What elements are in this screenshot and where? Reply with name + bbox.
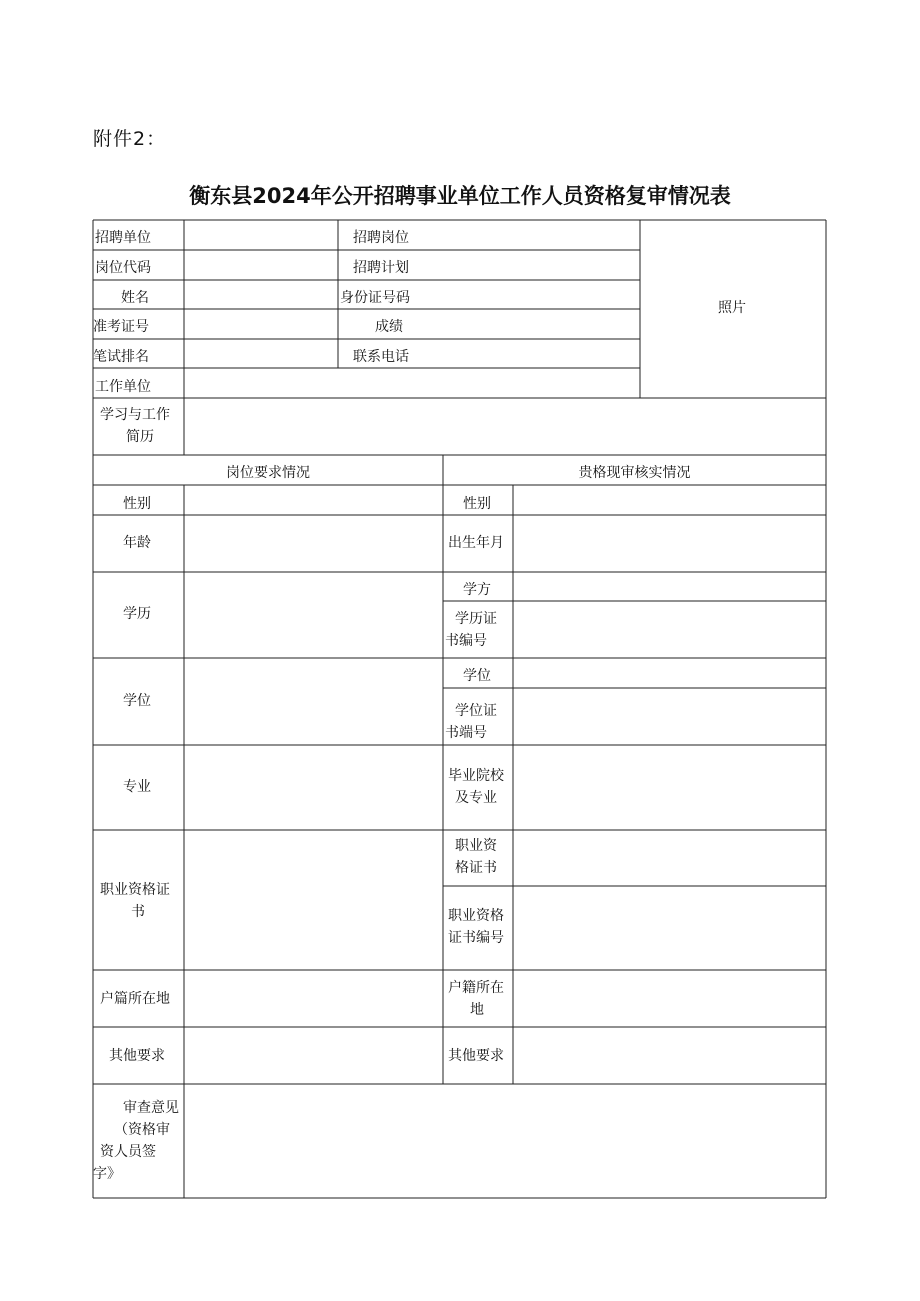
recruiting-post-field[interactable]: [440, 221, 639, 249]
label-ver-cert-no-line-2: 证书编号: [448, 930, 504, 946]
label-ver-degree-cert-line-1: 学位证: [455, 703, 497, 719]
label-req-cert-line-2: 书: [131, 904, 145, 920]
label-recruiting-post: 招聘岗位: [353, 230, 409, 246]
resume-field[interactable]: [185, 399, 825, 454]
ver-other-field[interactable]: [514, 1028, 825, 1083]
label-ver-cert-no-line-1: 职业资格: [448, 908, 504, 924]
id-number-field[interactable]: [440, 281, 639, 308]
review-opinion-field[interactable]: [185, 1085, 825, 1197]
label-workplace: 工作单位: [95, 379, 151, 395]
ver-birth-field[interactable]: [514, 516, 825, 571]
req-age-field[interactable]: [185, 516, 442, 571]
label-ver-edu-cert-line-2: 书编号: [445, 633, 487, 649]
label-review-line-1: 审查意见: [123, 1100, 179, 1116]
label-name: 姓名: [121, 290, 149, 306]
label-review-line-4: 字》: [93, 1166, 121, 1182]
label-review-line-2: （资格审: [114, 1122, 170, 1138]
label-ver-gender: 性别: [463, 496, 491, 512]
label-req-education: 学历: [123, 606, 151, 622]
label-req-other: 其他要求: [109, 1048, 165, 1064]
label-req-age: 年龄: [123, 535, 151, 551]
label-id-number: 身份证号码: [340, 290, 410, 306]
label-req-major: 专业: [123, 779, 151, 795]
req-other-field[interactable]: [185, 1028, 442, 1083]
label-ver-other: 其他要求: [448, 1048, 504, 1064]
label-ver-degree-cert-line-2: 书端号: [445, 725, 487, 741]
section-verification: 贵格现审核实情况: [578, 465, 691, 481]
label-recruiting-plan: 招聘计划: [353, 260, 409, 276]
exam-rank-field[interactable]: [185, 340, 337, 367]
ver-school-field[interactable]: [514, 746, 825, 829]
score-field[interactable]: [440, 310, 639, 338]
ver-household-field[interactable]: [514, 971, 825, 1026]
name-field[interactable]: [185, 281, 337, 308]
label-score: 成绩: [375, 319, 403, 335]
label-ver-edu-cert-line-1: 学历证: [455, 611, 497, 627]
req-cert-field[interactable]: [185, 831, 442, 969]
post-code-field[interactable]: [185, 251, 337, 279]
form-title: 衡东县2024年公开招聘事业单位工作人员资格复审情况表: [189, 184, 731, 208]
section-post-requirements: 岗位要求情况: [226, 465, 310, 481]
label-req-household: 户篇所在地: [100, 991, 170, 1007]
req-major-field[interactable]: [185, 746, 442, 829]
ver-degree-field[interactable]: [514, 659, 825, 687]
ver-degree-cert-field[interactable]: [514, 689, 825, 744]
label-ticket-number: 准考证号: [93, 319, 149, 335]
label-recruiting-unit: 招聘单位: [95, 230, 151, 246]
label-ver-birth: 出生年月: [448, 535, 504, 551]
ver-cert-field[interactable]: [514, 831, 825, 885]
attachment-label: 附件2：: [93, 128, 167, 150]
req-gender-field[interactable]: [185, 486, 442, 514]
label-req-gender: 性别: [123, 496, 151, 512]
label-phone: 联系电话: [353, 349, 409, 365]
label-ver-school-line-2: 及专业: [455, 790, 497, 806]
req-education-field[interactable]: [185, 573, 442, 657]
recruiting-unit-field[interactable]: [185, 221, 337, 249]
label-req-degree: 学位: [123, 693, 151, 709]
label-review-line-3: 资人员签: [100, 1144, 156, 1160]
label-ver-degree: 学位: [463, 668, 491, 684]
ver-cert-no-field[interactable]: [514, 887, 825, 969]
recruiting-plan-field[interactable]: [440, 251, 639, 279]
label-post-code: 岗位代码: [95, 260, 151, 276]
label-ver-household-line-1: 户籍所在: [448, 980, 504, 996]
ver-gender-field[interactable]: [514, 486, 825, 514]
req-degree-field[interactable]: [185, 659, 442, 744]
label-ver-household-line-2: 地: [470, 1002, 484, 1018]
req-household-field[interactable]: [185, 971, 442, 1026]
label-ver-school-line-1: 毕业院校: [448, 768, 504, 784]
label-exam-rank: 笔试排名: [93, 349, 149, 365]
workplace-field[interactable]: [185, 369, 639, 397]
label-ver-cert-line-2: 格证书: [455, 860, 497, 876]
label-ver-cert-line-1: 职业资: [455, 838, 497, 854]
label-photo: 照片: [718, 300, 746, 316]
phone-field[interactable]: [440, 340, 639, 367]
label-req-cert-line-1: 职业资格证: [100, 882, 170, 898]
ver-edu-cert-field[interactable]: [514, 602, 825, 657]
label-ver-edu-form: 学方: [463, 582, 491, 598]
label-resume-line-2: 简历: [126, 429, 154, 445]
ver-edu-form-field[interactable]: [514, 573, 825, 600]
label-resume-line-1: 学习与工作: [100, 407, 170, 423]
ticket-number-field[interactable]: [185, 310, 337, 338]
